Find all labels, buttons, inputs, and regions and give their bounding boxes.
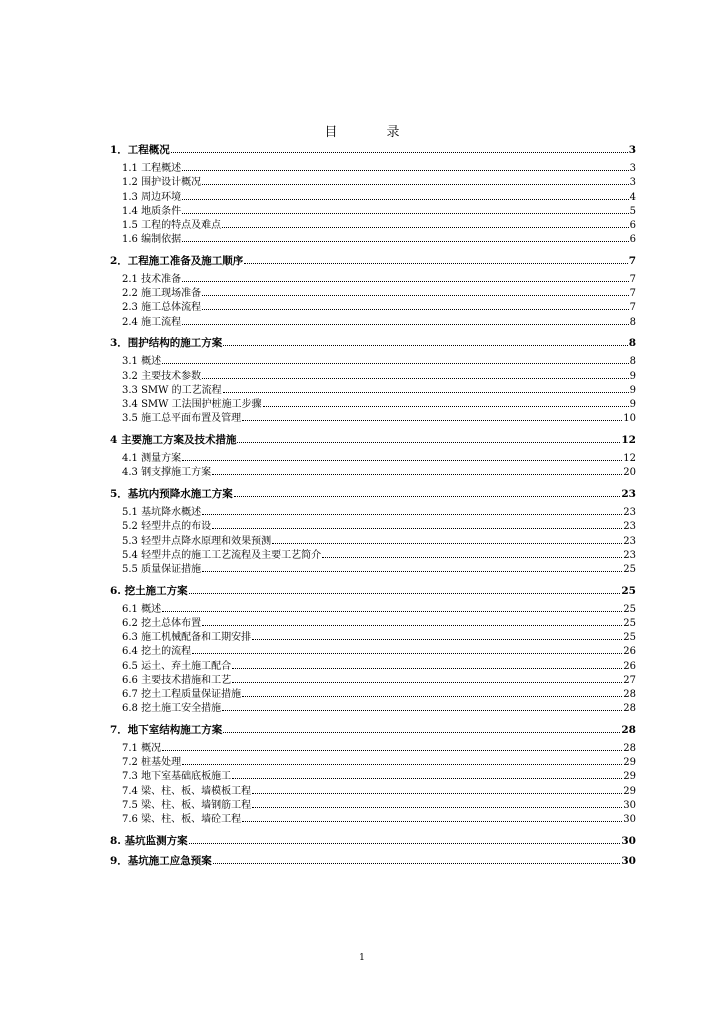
toc-entry-label: 6.2 挖土总体布置 — [122, 617, 202, 629]
toc-entry-label: 6.8 挖土施工安全措施 — [122, 703, 222, 715]
dot-leader — [212, 520, 622, 529]
dot-leader — [252, 799, 622, 808]
toc-section-entry[interactable] — [110, 785, 636, 799]
table-of-contents — [110, 143, 636, 868]
toc-entry-page: 28 — [623, 688, 636, 700]
toc-section-entry[interactable] — [110, 603, 636, 617]
toc-entry-label: 4.1 测量方案 — [122, 453, 182, 465]
dot-leader — [182, 205, 629, 214]
dot-leader — [223, 337, 627, 346]
toc-chapter-entry[interactable] — [110, 433, 636, 447]
dot-leader — [213, 855, 621, 864]
toc-entry-page: 30 — [623, 813, 636, 825]
toc-entry-page: 7 — [629, 302, 636, 314]
dot-leader — [252, 785, 622, 794]
toc-chapter-entry[interactable] — [110, 143, 636, 157]
toc-section-entry[interactable] — [110, 617, 636, 631]
dot-leader — [189, 835, 621, 844]
toc-section-entry[interactable] — [110, 520, 636, 534]
toc-entry-label: 5.4 轻型井点的施工工艺流程及主要工艺简介 — [122, 549, 322, 561]
toc-entry-label: 6.3 施工机械配备和工期安排 — [122, 632, 252, 644]
toc-entry-label: 5.5 质量保证措施 — [122, 563, 202, 575]
dot-leader — [232, 674, 622, 683]
toc-chapter-entry[interactable] — [110, 487, 636, 501]
toc-entry-label: 1.6 编制依据 — [122, 234, 182, 246]
toc-section-entry[interactable] — [110, 506, 636, 520]
toc-entry-label: 3.2 主要技术参数 — [122, 370, 202, 382]
toc-entry-page: 26 — [623, 646, 636, 658]
toc-entry-page: 30 — [621, 834, 636, 847]
toc-entry-page: 29 — [623, 785, 636, 797]
toc-entry-page: 8 — [629, 356, 636, 368]
dot-leader — [202, 506, 622, 515]
toc-entry-label: 2.2 施工现场准备 — [122, 288, 202, 300]
toc-entry-label: 7.1 概况 — [122, 742, 162, 754]
toc-entry-page: 25 — [621, 584, 636, 597]
toc-entry-label: 1.2 围护设计概况 — [122, 177, 202, 189]
dot-leader — [202, 563, 622, 572]
dot-leader — [162, 603, 622, 612]
toc-entry-label: 1.5 工程的特点及难点 — [122, 219, 222, 231]
toc-chapter-entry[interactable] — [110, 854, 636, 868]
dot-leader — [202, 370, 629, 379]
toc-chapter-entry[interactable] — [110, 254, 636, 268]
dot-leader — [202, 176, 629, 185]
toc-entry-page: 8 — [628, 337, 636, 350]
dot-leader — [171, 144, 628, 153]
toc-entry-page: 12 — [621, 433, 636, 446]
toc-section-entry[interactable] — [110, 631, 636, 645]
dot-leader — [242, 688, 622, 697]
toc-entry-page: 12 — [623, 453, 636, 465]
toc-entry-page: 6 — [629, 219, 636, 231]
toc-entry-label: 7．地下室结构施工方案 — [110, 723, 223, 736]
dot-leader — [252, 631, 622, 640]
dot-leader — [244, 255, 627, 264]
dot-leader — [223, 724, 620, 733]
toc-section-entry[interactable] — [110, 466, 636, 480]
toc-entry-label: 3.4 SMW 工法围护桩施工步骤 — [122, 399, 262, 410]
toc-entry-page: 3 — [629, 163, 636, 175]
toc-entry-label: 6. 挖土施工方案 — [110, 584, 188, 597]
dot-leader — [242, 412, 622, 421]
dot-leader — [182, 756, 622, 765]
toc-entry-label: 3.1 概述 — [122, 356, 162, 368]
toc-entry-page: 20 — [623, 467, 636, 479]
dot-leader — [182, 273, 629, 282]
toc-entry-label: 3.3 SMW 的工艺流程 — [122, 384, 222, 396]
toc-entry-page: 10 — [623, 413, 636, 425]
toc-entry-label: 6.4 挖土的流程 — [122, 646, 192, 658]
dot-leader — [212, 466, 622, 475]
toc-entry-label: 3.5 施工总平面布置及管理 — [122, 413, 242, 425]
dot-leader — [232, 770, 622, 779]
toc-entry-page: 6 — [629, 234, 636, 246]
toc-entry-page: 9 — [629, 399, 636, 410]
toc-section-entry[interactable] — [110, 799, 636, 813]
toc-entry-label: 4 主要施工方案及技术措施 — [110, 433, 237, 446]
toc-section-entry[interactable] — [110, 645, 636, 659]
toc-entry-label: 5.3 轻型井点降水原理和效果预测 — [122, 535, 272, 547]
toc-section-entry[interactable] — [110, 219, 636, 233]
toc-section-entry[interactable] — [110, 176, 636, 190]
dot-leader — [182, 233, 629, 242]
toc-entry-label: 1．工程概况 — [110, 144, 170, 156]
toc-section-entry[interactable] — [110, 273, 636, 287]
toc-entry-page: 23 — [621, 487, 636, 500]
toc-entry-page: 9 — [629, 370, 636, 382]
toc-section-entry[interactable] — [110, 412, 636, 426]
toc-entry-label: 5.1 基坑降水概述 — [122, 507, 202, 519]
toc-section-entry[interactable] — [110, 205, 636, 219]
toc-section-entry[interactable] — [110, 191, 636, 205]
toc-entry-page: 28 — [621, 723, 636, 736]
toc-entry-label: 2.4 施工流程 — [122, 316, 182, 328]
toc-entry-page: 23 — [623, 535, 636, 547]
toc-entry-page: 29 — [623, 771, 636, 783]
toc-entry-page: 30 — [623, 799, 636, 811]
toc-chapter-entry[interactable] — [110, 834, 636, 848]
toc-entry-page: 25 — [623, 563, 636, 575]
toc-section-entry[interactable] — [110, 770, 636, 784]
toc-entry-page: 23 — [623, 507, 636, 519]
toc-entry-page: 26 — [623, 660, 636, 672]
dot-leader — [223, 384, 629, 393]
toc-section-entry[interactable] — [110, 813, 636, 827]
toc-entry-page: 28 — [623, 742, 636, 754]
toc-entry-label: 1.4 地质条件 — [122, 205, 182, 217]
toc-entry-page: 8 — [629, 316, 636, 328]
toc-section-entry[interactable] — [110, 742, 636, 756]
dot-leader — [222, 219, 629, 228]
dot-leader — [162, 355, 629, 364]
dot-leader — [242, 813, 622, 822]
toc-entry-page: 23 — [623, 521, 636, 533]
toc-section-entry[interactable] — [110, 674, 636, 688]
toc-entry-label: 7.6 梁、柱、板、墙砼工程 — [122, 813, 242, 825]
toc-section-entry[interactable] — [110, 355, 636, 369]
toc-entry-label: 9．基坑施工应急预案 — [110, 855, 212, 868]
dot-leader — [182, 191, 629, 200]
page-number: 1 — [359, 953, 365, 963]
dot-leader — [202, 617, 622, 626]
dot-leader — [192, 645, 622, 654]
toc-section-entry[interactable] — [110, 398, 636, 412]
toc-entry-label: 2.3 施工总体流程 — [122, 302, 202, 314]
toc-entry-page: 29 — [623, 757, 636, 769]
dot-leader — [232, 660, 622, 669]
dot-leader — [222, 702, 622, 711]
toc-entry-page: 28 — [623, 703, 636, 715]
toc-entry-label: 2.1 技术准备 — [122, 274, 182, 285]
toc-entry-label: 1.1 工程概述 — [122, 163, 182, 175]
toc-entry-label: 5.2 轻型井点的布设 — [122, 521, 212, 533]
toc-entry-page: 3 — [629, 177, 636, 189]
toc-entry-label: 1.3 周边环境 — [122, 191, 182, 203]
toc-section-entry[interactable] — [110, 702, 636, 716]
dot-leader — [182, 162, 629, 171]
toc-entry-label: 4.3 钢支撑施工方案 — [122, 467, 212, 479]
dot-leader — [322, 549, 622, 558]
toc-section-entry[interactable] — [110, 301, 636, 315]
toc-section-entry[interactable] — [110, 756, 636, 770]
toc-entry-page: 30 — [621, 855, 636, 868]
dot-leader — [272, 535, 622, 544]
dot-leader — [202, 287, 629, 296]
dot-leader — [202, 301, 629, 310]
toc-entry-label: 7.5 梁、柱、板、墙钢筋工程 — [122, 799, 252, 811]
toc-entry-label: 5．基坑内预降水施工方案 — [110, 487, 233, 500]
toc-section-entry[interactable] — [110, 535, 636, 549]
toc-entry-label: 6.6 主要技术措施和工艺 — [122, 674, 232, 686]
toc-entry-label: 6.1 概述 — [122, 603, 162, 615]
dot-leader — [162, 742, 622, 751]
toc-entry-page: 7 — [629, 288, 636, 300]
toc-entry-label: 6.5 运土、弃土施工配合 — [122, 660, 232, 672]
dot-leader — [189, 585, 621, 594]
toc-section-entry[interactable] — [110, 162, 636, 176]
toc-entry-page: 25 — [623, 632, 636, 644]
dot-leader — [234, 488, 621, 497]
toc-entry-label: 2．工程施工准备及施工顺序 — [110, 254, 244, 267]
dot-leader — [263, 398, 629, 407]
toc-entry-label: 3．围护结构的施工方案 — [110, 337, 223, 350]
toc-entry-page: 5 — [629, 205, 636, 217]
toc-section-entry[interactable] — [110, 563, 636, 577]
toc-entry-page: 4 — [629, 191, 636, 203]
page-title: 目 录 — [324, 125, 418, 140]
toc-entry-label: 8. 基坑监测方案 — [110, 834, 188, 847]
toc-entry-page: 7 — [629, 274, 636, 285]
toc-chapter-entry[interactable] — [110, 723, 636, 737]
toc-chapter-entry[interactable] — [110, 336, 636, 350]
toc-entry-label: 6.7 挖土工程质量保证措施 — [122, 688, 242, 700]
toc-section-entry[interactable] — [110, 452, 636, 466]
toc-entry-page: 7 — [628, 254, 636, 267]
toc-section-entry[interactable] — [110, 384, 636, 398]
toc-entry-page: 27 — [623, 674, 636, 686]
toc-section-entry[interactable] — [110, 370, 636, 384]
dot-leader — [237, 434, 620, 443]
toc-section-entry[interactable] — [110, 549, 636, 563]
toc-entry-label: 7.3 地下室基础底板施工 — [122, 771, 232, 783]
dot-leader — [182, 316, 629, 325]
toc-entry-page: 9 — [629, 384, 636, 396]
toc-entry-label: 7.2 桩基处理 — [122, 757, 182, 769]
toc-entry-page: 23 — [623, 549, 636, 561]
toc-chapter-entry[interactable] — [110, 584, 636, 598]
toc-entry-page: 25 — [623, 617, 636, 629]
toc-section-entry[interactable] — [110, 233, 636, 247]
toc-entry-page: 25 — [623, 603, 636, 615]
toc-section-entry[interactable] — [110, 688, 636, 702]
dot-leader — [182, 452, 622, 461]
toc-section-entry[interactable] — [110, 287, 636, 301]
toc-entry-page: 3 — [628, 144, 636, 156]
toc-entry-label: 7.4 梁、柱、板、墙模板工程 — [122, 785, 252, 797]
toc-section-entry[interactable] — [110, 660, 636, 674]
toc-section-entry[interactable] — [110, 316, 636, 330]
